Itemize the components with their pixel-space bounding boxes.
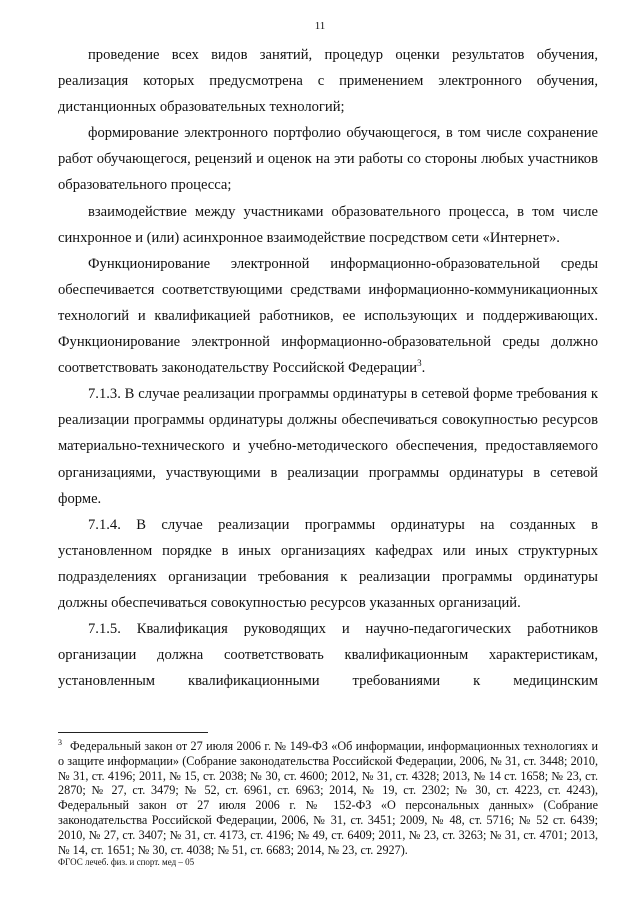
footnote-divider xyxy=(58,732,208,733)
main-text xyxy=(58,42,598,694)
paragraph-functioning xyxy=(58,251,598,381)
paragraph-7-1-4: 7.1.4. В случае реализации программы ординатуры на созданных в установленном порядке в иных организациях кафедрах или иных структурных подразделениях организации требования к реализации программы ординатуры должны обеспечиваться совокупностью ресурсов указанных организаций. xyxy=(58,516,598,611)
footnote-reference-suffix: . xyxy=(421,360,426,377)
footnote-marker: 3 xyxy=(58,737,62,747)
paragraph-interaction: взаимодействие между участниками образовательного процесса, в том числе синхронное и (или) асинхронное взаимодействие посредством сети «Интернет». xyxy=(58,203,598,246)
document-footer-mark: ФГОС лечеб. физ. и спорт. мед – 05 xyxy=(58,857,195,867)
paragraph-7-1-3: 7.1.3. В случае реализации программы ординатуры в сетевой форме требования к реализации программы ординатуры должны обеспечиваться совокупностью ресурсов материально-технического и учебно-методического обеспечения, предоставляемого организациями, участвующими в реализации программы ординатуры в сетевой форме. xyxy=(58,386,598,507)
paragraph-functioning-text: Функционирование электронной информационно-образовательной среды обеспечивается соответствующими средствами информационно-коммуникационных технологий и квалификацией работников, ее использующих и поддерживающих. Функционирование электронной информационно-образовательной среды должно соответствовать законодательству Российской Федерации xyxy=(58,255,598,377)
paragraph-eportfolio-intro: проведение всех видов занятий, процедур оценки результатов обучения, реализация которых предусмотрена с применением электронного обучения, дистанционных образовательных технологий; xyxy=(58,47,598,116)
paragraph-7-1-5: 7.1.5. Квалификация руководящих и научно-педагогических работников организации должна соответствовать квалификационным характеристикам, установленным квалификационными требованиями к медицинским xyxy=(58,621,598,690)
page-number: 11 xyxy=(314,20,326,32)
footnote xyxy=(58,739,598,857)
footnote-text: Федеральный закон от 27 июля 2006 г. № 149-ФЗ «Об информации, информационных технологиях и о защите информации» (Собрание законодательства Российской Федерации, 2006, № 31, ст. 3448; 2010, № 31, ст. 4196; 2011, № 15, ст. 2038; № 30, ст. 4600; 2012, № 31, ст. 4328; 2013, № 14 ст. 1658; № 23, ст. 2870; № 27, ст. 3479; № 52, ст. 6961, ст. 6963; 2014, № 19, ст. 2302; № 30, ст. 4223, ст. 4243), Федеральный закон от 27 июля 2006 г. № 152-ФЗ «О персональных данных» (Собрание законодательства Российской Федерации, 2006, № 31, ст. 3451; 2009, № 48, ст. 5716; № 52 ст. 6439; 2010, № 27, ст. 3407; № 31, ст. 4173, ст. 4196; № 49, ст. 6409; 2011, № 23, ст. 3263; № 31, ст. 4701; 2013, № 14, ст. 1651; № 30, ст. 4038; № 51, ст. 6683; 2014, № 23, ст. 2927). xyxy=(58,739,598,857)
paragraph-eportfolio: формирование электронного портфолио обучающегося, в том числе сохранение работ обучающегося, рецензий и оценок на эти работы со стороны любых участников образовательного процесса; xyxy=(58,125,598,194)
footnote-reference[interactable]: 3 xyxy=(417,358,422,369)
